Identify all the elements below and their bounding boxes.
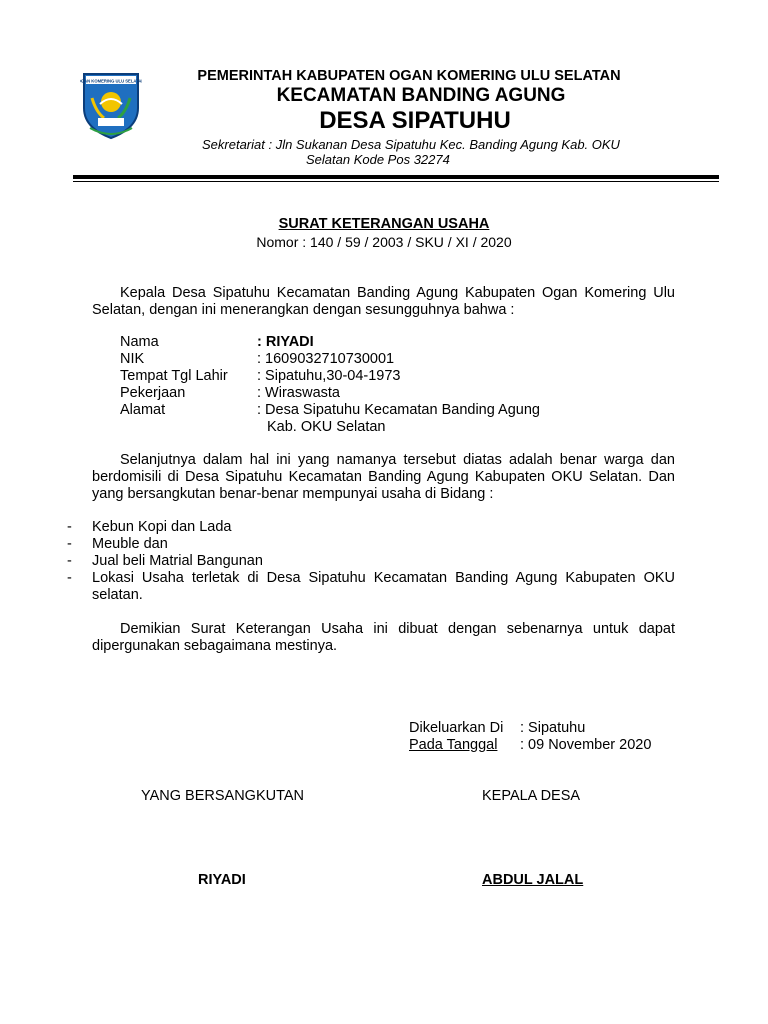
closing-text: Demikian Surat Keterangan Usaha ini dibuat dengan sebenarnya untuk dapat dipergunakan sebagaimana mestinya.: [92, 621, 675, 654]
field-value-birth: : Sipatuhu,30-04-1973: [257, 368, 401, 384]
business-item: Jual beli Matrial Bangunan: [92, 553, 263, 569]
field-label-name: Nama: [120, 334, 159, 350]
letterhead-rule-thick: [73, 175, 719, 179]
field-value-name: : RIYADI: [257, 334, 314, 350]
emblem-text: OGAN KOMERING ULU SELATAN: [80, 78, 142, 84]
field-value-occupation: : Wiraswasta: [257, 385, 340, 401]
field-label-occupation: Pekerjaan: [120, 385, 186, 401]
applicant-title: YANG BERSANGKUTAN: [141, 788, 305, 804]
issued-date-value: : 09 November 2020: [520, 737, 652, 753]
business-item: Kebun Kopi dan Lada: [92, 519, 232, 535]
field-value-nik: : 1609032710730001: [257, 351, 395, 367]
bullet-mark: -: [67, 553, 72, 569]
village-line: DESA SIPATUHU: [319, 107, 511, 134]
bullet-mark: -: [67, 536, 72, 552]
issued-date-label: Pada Tanggal: [409, 737, 498, 753]
domicile-paragraph: [92, 452, 675, 503]
village-head-title: KEPALA DESA: [482, 788, 581, 804]
field-value-address: : Desa Sipatuhu Kecamatan Banding Agung: [257, 402, 540, 418]
domicile-text: Selanjutnya dalam hal ini yang namanya tersebut diatas adalah benar warga dan berdomisili di Desa Sipatuhu Kecamatan Banding Agung Kabupaten OKU Selatan. Dan yang bersangkutan benar-benar mempunyai usaha di Bidang :: [92, 452, 675, 502]
letter-number: Nomor : 140 / 59 / 2003 / SKU / XI / 2020: [256, 234, 512, 250]
business-location-item: Lokasi Usaha terletak di Desa Sipatuhu Kecamatan Banding Agung Kabupaten OKU selatan.: [92, 570, 675, 603]
applicant-name: RIYADI: [198, 872, 246, 888]
letterhead-rule-thin: [73, 181, 719, 182]
field-label-address: Alamat: [120, 402, 166, 418]
secretariat-address: Sekretariat : Jln Sukanan Desa Sipatuhu Kec. Banding Agung Kab. OKU: [202, 137, 620, 152]
field-label-nik: NIK: [120, 351, 145, 367]
business-item: Meuble dan: [92, 536, 168, 552]
issued-date-line: [409, 737, 663, 754]
intro-paragraph: [92, 285, 675, 319]
government-line: PEMERINTAH KABUPATEN OGAN KOMERING ULU SELATAN: [197, 68, 621, 84]
issued-place-value: : Sipatuhu: [520, 720, 586, 736]
closing-paragraph: [92, 621, 675, 655]
district-line: KECAMATAN BANDING AGUNG: [276, 85, 566, 106]
field-value-address-cont: Kab. OKU Selatan: [267, 419, 386, 435]
secretariat-address-cont: Selatan Kode Pos 32274: [306, 152, 450, 167]
field-label-birth: Tempat Tgl Lahir: [120, 368, 228, 384]
intro-text: Kepala Desa Sipatuhu Kecamatan Banding Agung Kabupaten Ogan Komering Ulu Selatan, dengan ini menerangkan dengan sesungguhnya bahwa :: [92, 285, 675, 318]
issued-place-label: Dikeluarkan Di: [409, 720, 504, 736]
village-head-name: ABDUL JALAL: [482, 872, 584, 888]
letter-title: SURAT KETERANGAN USAHA: [278, 216, 490, 232]
bullet-mark: -: [67, 570, 72, 586]
bullet-mark: -: [67, 519, 72, 535]
